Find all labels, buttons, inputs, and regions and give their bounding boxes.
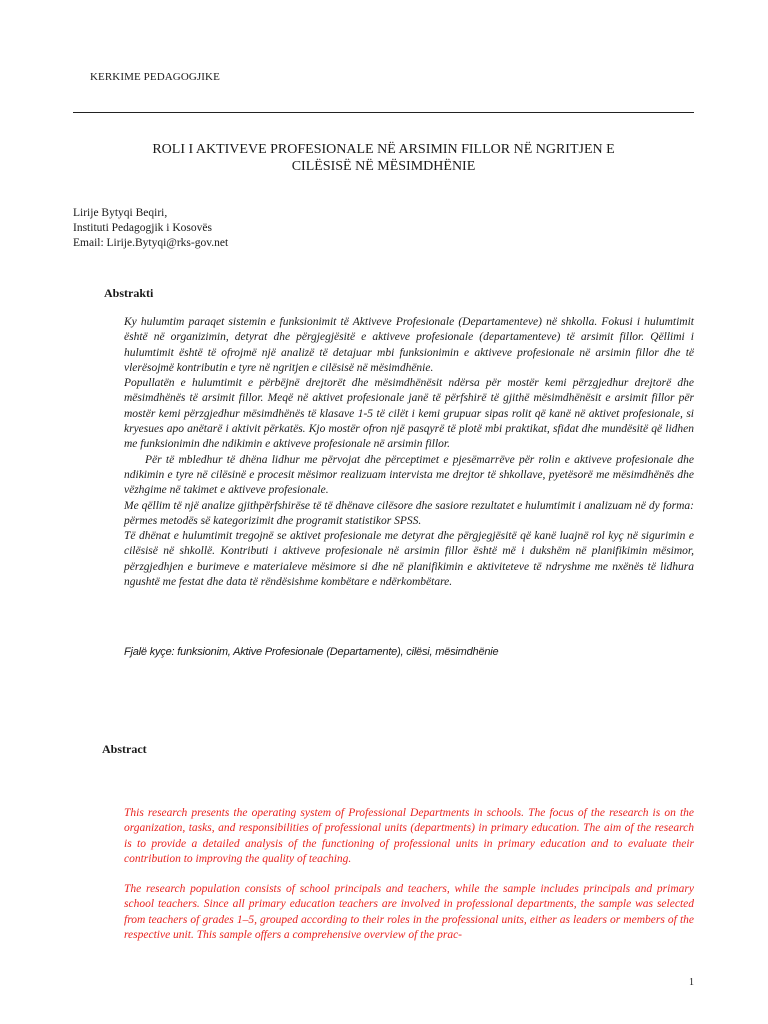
author-block [73,206,228,251]
page-number: 1 [689,977,694,988]
abstrakti-paragraph: Të dhënat e hulumtimit tregojnë se aktivet profesionale me detyrat dhe përgjegjësitë që kanë luajnë rol kyç në sigurimin e cilësisë në shkollë. Kontributi i aktiveve profesionale në arsimin fillor është më i dukshëm në planifikimin mësimor, përzgjedhjen e burimeve e materialeve mësimore si dhe në planifikimin e aktiviteteve të ndryshme me nxënës të lidhura ngushtë me festat dhe data të rëndësishme kombëtare e ndërkombëtare. [124,530,694,589]
paper-title [73,141,694,175]
author-name: Lirije Bytyqi Beqiri, [73,207,168,219]
author-institution: Instituti Pedagogjik i Kosovës [73,222,212,234]
abstrakti-paragraph: Me qëllim të një analize gjithpërfshirëse të të dhënave cilësore dhe sasiore rezultatet e hulumtimit i analizuam në dy forma: përmes metodës së kategorizimit dhe programit statistikor SPSS. [124,499,694,527]
keywords: Fjalë kyçe: funksionim, Aktive Profesionale (Departamente), cilësi, mësimdhënie [124,646,499,658]
abstract-paragraph: This research presents the operating system of Professional Departments in schools. The focus of the research is on the organization, tasks, and responsibilities of professional units (departments) in primary education. The aim of the research is to provide a detailed analysis of the functioning of professional units in primary education and to evaluate their contribution to improving the quality of teaching. [124,807,694,865]
paper-title-line-1: ROLI I AKTIVEVE PROFESIONALE NË ARSIMIN FILLOR NË NGRITJEN E [152,142,615,157]
abstrakti-paragraph: Ky hulumtim paraqet sistemin e funksionimit të Aktiveve Profesionale (Departamenteve) në shkolla. Fokusi i hulumtimit është në organizimin, detyrat dhe përgjegjësitë e aktiveve profesionale (departamenteve) të arsimit fillor. Qëllimi i hulumtimit është të ofrojmë një analizë të detajuar mbi funksionimin e aktiveve profesionale në arsimin fillor dhe të vlerësojmë kontributin e tyre në ngritjen e cilësisë në mësimdhënie. [124,316,694,374]
abstract-heading: Abstract [102,742,147,756]
abstract-paragraph: The research population consists of school principals and teachers, while the sample includes principals and primary school teachers. Since all primary education teachers are involved in professional departments, the sample was selected from teachers of grades 1–5, grouped according to their roles in the professional units, either as leaders or members of the respective unit. This sample offers a comprehensive overview of the prac- [124,883,694,942]
abstrakti-body [124,315,694,590]
abstrakti-paragraph: Për të mbledhur të dhëna lidhur me përvojat dhe përceptimet e pjesëmarrëve për rolin e aktiveve profesionale dhe ndikimin e tyre në cilësinë e procesit mësimor realizuam intervista me drejtor të shkollave, pyetësorë me mësimdhënës dhe vëzhgime në takimet e aktiveve profesionale. [124,453,694,497]
running-head: KERKIME PEDAGOGJIKE [90,71,220,83]
paper-title-line-2: CILËSISË NË MËSIMDHËNIE [291,159,476,174]
abstrakti-heading: Abstrakti [104,286,154,300]
author-email: Email: Lirije.Bytyqi@rks-gov.net [73,237,229,249]
header-rule [73,112,694,113]
abstrakti-paragraph: Popullatën e hulumtimit e përbëjnë drejtorët dhe mësimdhënësit ndërsa për mostër kemi përzgjedhur drejtorë dhe mësimdhënës të arsimit fillor. Meqë në aktivet profesionale janë të përfshirë të gjithë mësimdhënësit e arsimit fillor për mostër kemi përzgjedhur mësimdhënës të klasave 1-5 të cilët i kemi grupuar sipas rolit që kanë në aktivet profesionale, si kryesues apo anëtarë i aktivit përkatës. Kjo mostër ofron një pasqyrë të plotë mbi praktikat, sfidat dhe mundësitë që lidhen me funksionimin dhe ndikimin e aktiveve profesionale në arsimin fillor. [124,377,694,451]
abstract-body [124,806,694,958]
